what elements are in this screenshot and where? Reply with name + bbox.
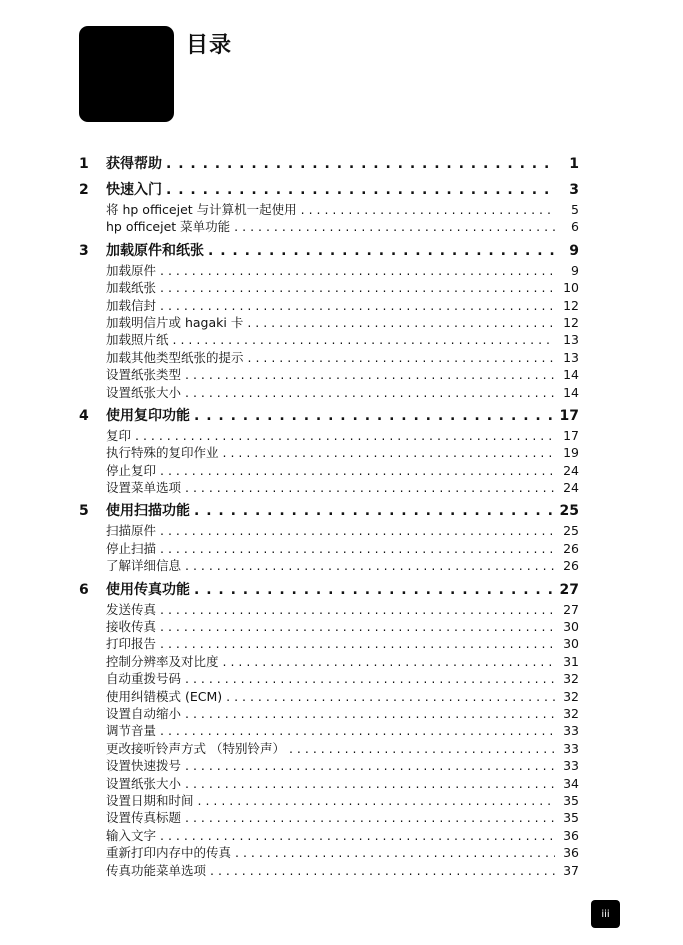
entry-page-number: 36 <box>563 827 579 843</box>
chapter-tab-decoration <box>79 26 174 122</box>
toc-entry[interactable] <box>79 522 579 539</box>
entry-title: 加载信封 <box>106 297 157 313</box>
toc-entry[interactable] <box>79 635 579 652</box>
entry-title: 输入文字 <box>106 827 157 843</box>
toc-entry[interactable] <box>79 427 579 444</box>
dot-leader <box>185 670 555 687</box>
dot-leader <box>185 757 555 774</box>
entry-title: 打印报告 <box>106 636 157 652</box>
toc-entry[interactable] <box>79 540 579 557</box>
entry-title: 停止复印 <box>106 462 157 478</box>
toc-entry[interactable] <box>79 740 579 757</box>
entry-page-number: 32 <box>563 688 579 704</box>
dot-leader <box>194 580 555 601</box>
entry-title: 设置纸张大小 <box>106 775 182 791</box>
toc-chapter <box>79 154 579 175</box>
entry-title: 加载其他类型纸张的提示 <box>106 349 244 365</box>
entry-page-number: 14 <box>563 367 579 383</box>
dot-leader <box>160 635 555 652</box>
entry-page-number: 32 <box>563 671 579 687</box>
chapter-title: 获得帮助 <box>106 156 162 172</box>
entry-page-number: 33 <box>563 758 579 774</box>
chapter-page-number: 17 <box>559 407 579 424</box>
toc-entry[interactable] <box>79 722 579 739</box>
entry-page-number: 30 <box>563 619 579 635</box>
entry-title: 扫描原件 <box>106 523 157 539</box>
toc-chapter-row[interactable] <box>79 501 579 522</box>
toc-entry[interactable] <box>79 331 579 348</box>
toc-chapter <box>79 501 579 574</box>
toc-chapter <box>79 241 579 401</box>
toc-chapter-row[interactable] <box>79 406 579 427</box>
dot-leader <box>160 279 555 296</box>
entry-title: 加载纸张 <box>106 280 157 296</box>
dot-leader <box>210 862 555 879</box>
chapter-title: 加载原件和纸张 <box>106 242 204 259</box>
entry-page-number: 34 <box>563 775 579 791</box>
entry-title: 重新打印内存中的传真 <box>106 845 232 861</box>
entry-page-number: 12 <box>563 314 579 330</box>
dot-leader <box>247 314 555 331</box>
toc-entry[interactable] <box>79 601 579 618</box>
dot-leader <box>185 366 555 383</box>
toc-entry[interactable] <box>79 844 579 861</box>
entry-page-number: 35 <box>563 810 579 826</box>
dot-leader <box>223 444 555 461</box>
toc-chapter <box>79 406 579 497</box>
entry-title: 设置快速拨号 <box>106 758 182 774</box>
toc-entry[interactable] <box>79 262 579 279</box>
page-number-badge: iii <box>591 900 620 928</box>
toc-entry[interactable] <box>79 279 579 296</box>
dot-leader <box>289 740 555 757</box>
toc-entry[interactable] <box>79 479 579 496</box>
entry-title: 控制分辨率及对比度 <box>106 653 219 669</box>
dot-leader <box>185 384 555 401</box>
dot-leader <box>208 241 555 262</box>
entry-title: 设置传真标题 <box>106 810 182 826</box>
toc-entry[interactable] <box>79 462 579 479</box>
entry-page-number: 5 <box>571 202 579 217</box>
entry-page-number: 32 <box>563 705 579 721</box>
entry-page-number: 33 <box>563 740 579 756</box>
entry-title: 更改接听铃声方式 （特别铃声） <box>106 740 285 756</box>
chapter-number: 1 <box>79 156 89 172</box>
entry-title: 复印 <box>106 427 132 443</box>
dot-leader <box>135 427 555 444</box>
chapter-title: 快速入门 <box>106 182 162 198</box>
entry-page-number: 26 <box>563 558 579 574</box>
toc-chapter-row[interactable] <box>79 241 579 262</box>
entry-title: 加载原件 <box>106 262 157 278</box>
chapter-page-number: 9 <box>569 242 579 259</box>
entry-title: 将 hp officejet 与计算机一起使用 <box>106 202 297 217</box>
dot-leader <box>248 349 555 366</box>
entry-title: 执行特殊的复印作业 <box>106 445 219 461</box>
dot-leader <box>173 331 555 348</box>
dot-leader <box>160 722 555 739</box>
toc-entry[interactable] <box>79 201 579 218</box>
toc-entry[interactable] <box>79 757 579 774</box>
dot-leader <box>185 775 555 792</box>
chapter-page-number: 25 <box>559 503 579 520</box>
toc-entry[interactable] <box>79 705 579 722</box>
chapter-number: 4 <box>79 407 89 424</box>
entry-title: 了解详细信息 <box>106 558 182 574</box>
toc-entry[interactable] <box>79 862 579 879</box>
entry-page-number: 27 <box>563 601 579 617</box>
chapter-title: 使用复印功能 <box>106 407 190 424</box>
dot-leader <box>194 501 555 522</box>
entry-page-number: 13 <box>563 332 579 348</box>
entry-title: 加载照片纸 <box>106 332 169 348</box>
dot-leader <box>226 688 555 705</box>
entry-title: 接收传真 <box>106 619 157 635</box>
entry-page-number: 14 <box>563 384 579 400</box>
dot-leader <box>223 653 555 670</box>
dot-leader <box>166 154 555 175</box>
toc-entry[interactable] <box>79 366 579 383</box>
dot-leader <box>185 809 555 826</box>
dot-leader <box>160 522 555 539</box>
toc-chapter-row[interactable] <box>79 580 579 601</box>
entry-page-number: 35 <box>563 792 579 808</box>
dot-leader <box>198 792 555 809</box>
entry-title: 发送传真 <box>106 601 157 617</box>
toc-entry[interactable] <box>79 557 579 574</box>
dot-leader <box>185 557 555 574</box>
entry-title: 设置菜单选项 <box>106 480 182 496</box>
dot-leader <box>194 406 555 427</box>
chapter-number: 5 <box>79 503 89 520</box>
entry-page-number: 10 <box>563 280 579 296</box>
chapter-page-number: 27 <box>559 581 579 598</box>
toc-entry[interactable] <box>79 653 579 670</box>
chapter-title: 使用传真功能 <box>106 581 190 598</box>
chapter-number: 2 <box>79 182 89 198</box>
dot-leader <box>160 827 555 844</box>
entry-page-number: 9 <box>571 262 579 278</box>
entry-title: 设置自动缩小 <box>106 705 182 721</box>
entry-page-number: 33 <box>563 723 579 739</box>
entry-title: 加载明信片或 hagaki 卡 <box>106 314 244 330</box>
dot-leader <box>185 479 555 496</box>
table-of-contents <box>79 154 579 884</box>
dot-leader <box>160 540 555 557</box>
toc-chapter <box>79 580 579 879</box>
toc-entry[interactable] <box>79 775 579 792</box>
entry-page-number: 26 <box>563 540 579 556</box>
chapter-title: 使用扫描功能 <box>106 503 190 520</box>
toc-entry[interactable] <box>79 384 579 401</box>
dot-leader <box>301 201 555 218</box>
dot-leader <box>160 601 555 618</box>
entry-title: 设置纸张类型 <box>106 367 182 383</box>
entry-title: 传真功能菜单选项 <box>106 862 207 878</box>
toc-entry[interactable] <box>79 809 579 826</box>
entry-page-number: 6 <box>571 219 579 235</box>
entry-page-number: 25 <box>563 523 579 539</box>
chapter-page-number: 1 <box>569 156 579 172</box>
toc-entry[interactable] <box>79 314 579 331</box>
toc-chapter-row[interactable] <box>79 180 579 201</box>
entry-page-number: 13 <box>563 349 579 365</box>
entry-page-number: 19 <box>563 445 579 461</box>
entry-page-number: 31 <box>563 653 579 669</box>
chapter-page-number: 3 <box>569 182 579 198</box>
dot-leader <box>160 462 555 479</box>
entry-page-number: 36 <box>563 845 579 861</box>
dot-leader <box>235 844 555 861</box>
entry-title: 停止扫描 <box>106 540 157 556</box>
dot-leader <box>160 297 555 314</box>
dot-leader <box>160 618 555 635</box>
toc-entry[interactable] <box>79 618 579 635</box>
entry-page-number: 12 <box>563 297 579 313</box>
entry-page-number: 17 <box>563 427 579 443</box>
page-title: 目录 <box>186 33 233 58</box>
toc-entry[interactable] <box>79 444 579 461</box>
entry-page-number: 37 <box>563 862 579 878</box>
toc-entry[interactable] <box>79 670 579 687</box>
entry-title: 设置日期和时间 <box>106 792 194 808</box>
toc-entry[interactable] <box>79 827 579 844</box>
entry-title: 调节音量 <box>106 723 157 739</box>
chapter-number: 3 <box>79 242 89 259</box>
toc-entry[interactable] <box>79 349 579 366</box>
entry-title: 设置纸张大小 <box>106 384 182 400</box>
toc-entry[interactable] <box>79 218 579 235</box>
toc-chapter <box>79 180 579 236</box>
toc-entry[interactable] <box>79 688 579 705</box>
entry-title: 自动重拨号码 <box>106 671 182 687</box>
entry-page-number: 30 <box>563 636 579 652</box>
dot-leader <box>234 218 555 235</box>
toc-entry[interactable] <box>79 297 579 314</box>
entry-page-number: 24 <box>563 462 579 478</box>
dot-leader <box>166 180 555 201</box>
chapter-number: 6 <box>79 581 89 598</box>
toc-entry[interactable] <box>79 792 579 809</box>
entry-title: 使用纠错模式 (ECM) <box>106 688 223 704</box>
toc-chapter-row[interactable] <box>79 154 579 175</box>
dot-leader <box>160 262 555 279</box>
entry-page-number: 24 <box>563 480 579 496</box>
entry-title: hp officejet 菜单功能 <box>106 219 231 235</box>
dot-leader <box>185 705 555 722</box>
